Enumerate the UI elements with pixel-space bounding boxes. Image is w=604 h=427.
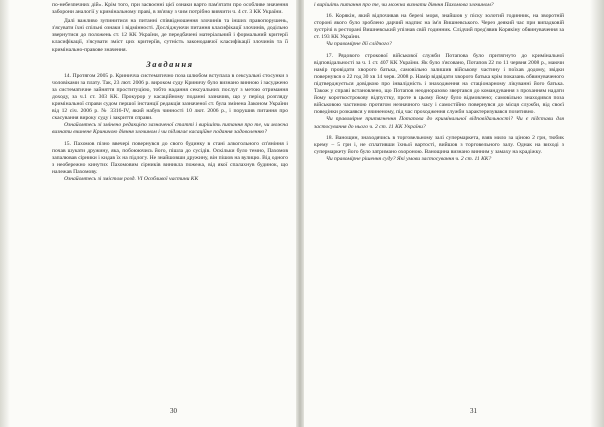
task-18-text: 18. Ванощин, знаходячись в торговельному залі супермаркета, взяв мило за ціною 2 грн, тюбик крему – 5 грн і, не сплативши їхньої вартості, вийшов з торговельного залу. Однак на виході з супермаркету його було затримано охороною. Ванощина визнано винним у замаху на крадіжку. bbox=[314, 134, 564, 155]
right-page bbox=[300, 0, 604, 427]
task-15-text: 15. Пахомов пізно ввечері повернувся до свого будинку в стані алкогольного сп'яніння і почав шукати дружину, яка, побоюючись його, пішла до сусідів. Оскільки було темно, Пахомов запалював сірники і кидав їх на підлогу. Не знайшовши дружину, він пішов на вулицю. Від одного з необережно кинутих Пахомовим сірників виникла пожежа, від якої спалахнув будинок, що належав Пахомову. bbox=[52, 140, 288, 175]
task-15-question-cont: і вирішіть питання про те, чи можна визнати діяння Пахомова злочином? bbox=[314, 2, 494, 8]
task-17-question: Чи правомірне притягнення Потапова до кримінальної відповідальності? Чи є підстави для застосування до нього ч. 2 ст. 11 КК України? bbox=[314, 116, 564, 130]
task-17-text: 17. Рядового строкової військової служби Потапова було притягнуто до кримінальної відповідальності за ч. 1 ст. 407 КК України. Як було з'ясовано, Потапов 22 по 11 червня 2008 р., маючи намір провідати хворого батька, самовільно залишив військову частину і поїхав додому, звідки повернувся о 22 год 30 хв 14 черв. 2008 р. Намір відвідати хворого батька крім показань обвинуваченого підтверджується довідкою про інвалідність і знаходження на стаціонарному лікуванні його батька. Також у справі встановлено, що Потапов неодноразово звертався до командування з проханням надати йому короткострокову відпустку, проте в цьому йому було відмовлено; самовільно знаходився поза військовою частиною протягом незначного часу і самостійно повернувся до місця служби, від своєї поведінки розкаявся у вчиненому, під час проходження служби характеризувався позитивно. bbox=[314, 52, 564, 116]
section-heading: Завдання bbox=[146, 58, 194, 69]
left-para-2: Далі важливо зупинитися на питанні співвідношення злочинів та інших правопорушень, з'ясувати їхні спільні ознаки і відмінності. Досліджуючи питання класифікації злочинів, додільно звернутися до положень ст. 12 КК України, де передбачені матеріальний і формальний критерії класифікації, з'ясувати зміст цих критеріїв, сутність законодавчої класифікації злочинів та її кримінально-правове значення. bbox=[52, 18, 288, 53]
task-14-text: 14. Протягом 2005 р. Криничча систематично поза шлюбом вступала в сексуальні стосунки з чоловіками за плату. Так, 23 лют. 2006 р. вироком суду Криничу було визнано винною і засуджено за систематичне зайняття проституцією, тобто надання сексуальних послуг з метою отримання доходу, за ч.1 ст. 303 КК. Прокурор у касаційному поданні зазначив, що у період розгляду кримінальної справи судом першої інстанції редакція зазначеної ст. була змінена Законом України від 12 січ. 2006 р. № 3316-IV, який набув чинності 10 лют. 2006 р., і порушив питання про скасування вироку суду і закриття справи. bbox=[52, 72, 288, 122]
right-edge-shadow bbox=[590, 0, 604, 427]
task-16-text: 16. Корякін, який відпочивав на березі моря, знайшов у піску золотий годинник, на зворотній стороні якого було зроблено дарчий надпис на ім'я Вишневського. Через деякий час при випадковій зустрічі в ресторані Вишневський упізнав свій годинник. Слідчий пред'явив Корякіну обвинувачення за ст. 193 КК України. bbox=[314, 13, 564, 41]
left-page-number: 30 bbox=[170, 407, 177, 415]
task-18-question: Чи правомірне рішення суду? Які умови застосування ч. 2 ст. 11 КК? bbox=[326, 155, 492, 162]
left-page bbox=[0, 0, 300, 427]
right-page-number: 31 bbox=[470, 407, 477, 415]
task-15-question: Ознайомтесь зі змістом розд. VI Особливої частини КК bbox=[64, 175, 199, 182]
task-14-question: Ознайомтесь зі змінено редакцією зазначеної статті і вирішіть питання про те, чи можна визнати вчинене Криничою діяння злочином і чи підлягає касаційне подання задоволенню? bbox=[52, 122, 288, 136]
task-16-question: Чи правомірне дії слідчого? bbox=[326, 41, 392, 48]
left-para-1: по-небезпечних дій». Крім того, при засвоєнні цієї ознаки варто пам'ятати про особливе значення заборони аналогії у кримінальному праві, в зв'язку з чим потрібно вивчити ч. 4 ст. 3 КК України. bbox=[52, 2, 288, 16]
